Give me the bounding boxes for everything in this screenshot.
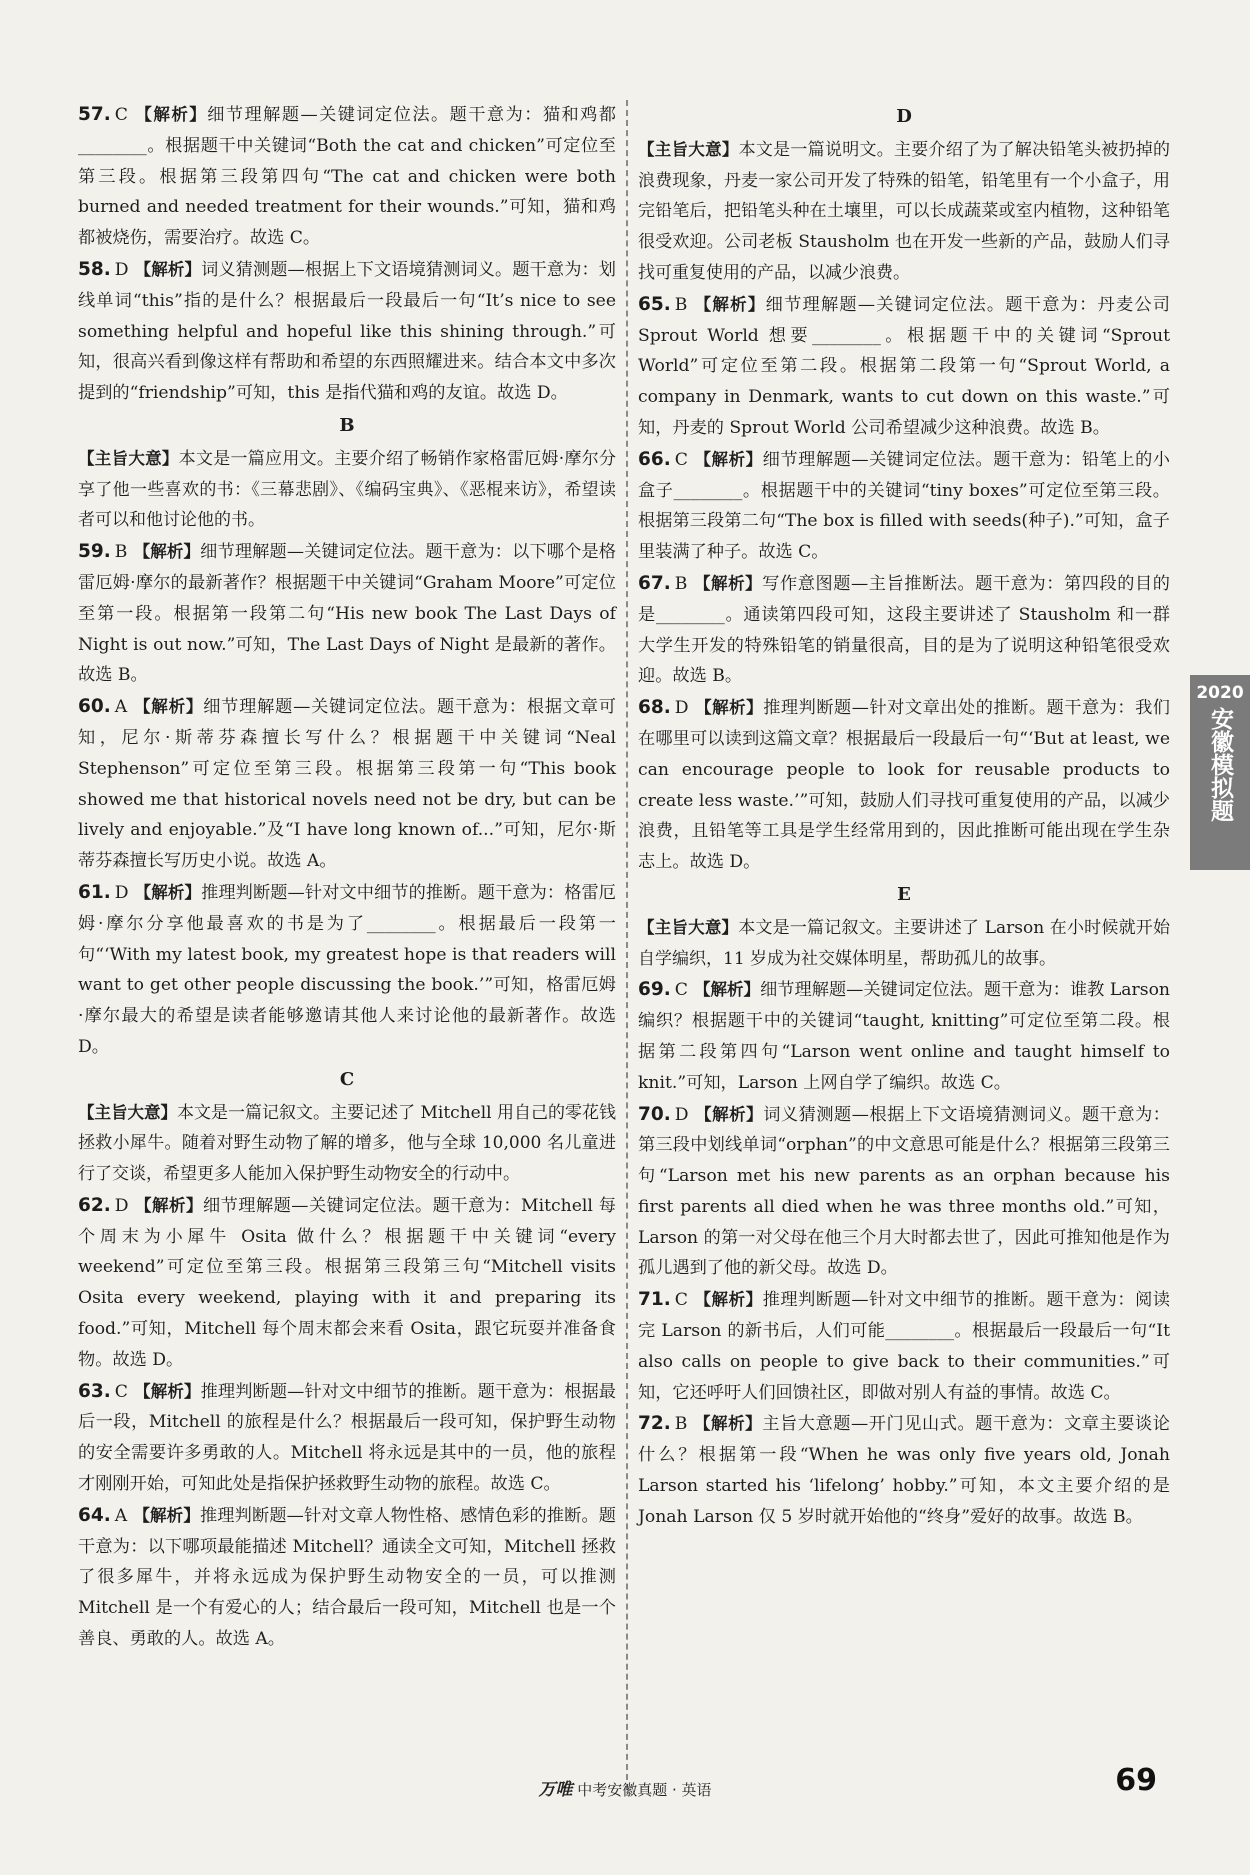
question-number: 68. bbox=[638, 697, 671, 719]
question-number: 72. bbox=[638, 1413, 671, 1435]
analysis-text: 细节理解题—关键词定位法。题干意为：Mitchell 每个周末为小犀牛 Osita 做什么？根据题干中关键词“every weekend”可定位至第三段。根据第三段第三句“Mitchell visits Osita every weekend, playing with it and preparing its food.”可知，Mitchell 每个周末都会来看 Osita，跟它玩耍并准备食物。故选 D。 bbox=[78, 1195, 616, 1370]
main-idea-paragraph bbox=[638, 135, 1170, 289]
question-number: 64. bbox=[78, 1504, 111, 1526]
answer-letter: B bbox=[674, 1414, 688, 1435]
answer-letter: C bbox=[674, 980, 688, 1001]
section-heading: C bbox=[339, 1068, 355, 1090]
answer-item bbox=[78, 255, 616, 409]
answer-letter: D bbox=[114, 882, 129, 903]
answer-letter: C bbox=[114, 1381, 128, 1402]
answer-letter: B bbox=[674, 573, 688, 594]
brand-logo: 万唯 bbox=[538, 1780, 573, 1800]
analysis-text: 推理判断题—针对文章人物性格、感情色彩的推断。题干意为：以下哪项最能描述 Mitchell？通读全文可知，Mitchell 拯救了很多犀牛，并将永远成为保护野生动物安全的一员，可以推测 Mitchell 是一个有爱心的人；结合最后一段可知，Mitchell 也是一个善良、勇敢的人。故选 A。 bbox=[78, 1505, 616, 1650]
main-idea-tag: 【主旨大意】 bbox=[78, 1102, 178, 1122]
main-idea-text: 本文是一篇记叙文。主要记述了 Mitchell 用自己的零花钱拯救小犀牛。随着对野生动物了解的增多，他与全球 10,000 名儿童进行了交谈，希望更多人能加入保护野生动物安全的行动中。 bbox=[78, 1102, 617, 1185]
analysis-text: 推理判断题—针对文中细节的推断。题干意为：格雷厄姆·摩尔分享他最喜欢的书是为了________。根据最后一段第一句“‘With my latest book, my greatest hope is that readers will want to get other people discussing the book.’”可知，格雷厄姆·摩尔最大的希望是读者能够邀请其他人来讨论他的最新著作。故选 D。 bbox=[78, 882, 616, 1057]
answer-item bbox=[78, 537, 616, 691]
section-heading: B bbox=[339, 414, 355, 436]
answer-letter: A bbox=[114, 1505, 128, 1526]
page-number: 69 bbox=[1115, 1763, 1157, 1798]
main-idea-paragraph bbox=[78, 1098, 616, 1190]
side-tab-label: 安徽模拟题 bbox=[1207, 707, 1233, 822]
answer-item bbox=[638, 1409, 1170, 1532]
main-idea-paragraph bbox=[638, 913, 1170, 975]
answer-item bbox=[78, 1501, 616, 1655]
analysis-text: 写作意图题—主旨推断法。题干意为：第四段的目的是________。通读第四段可知，这段主要讲述了 Stausholm 和一群大学生开发的特殊铅笔的销量很高，目的是为了说明这种铅笔很受欢迎。故选 B。 bbox=[638, 573, 1170, 687]
main-idea-tag: 【主旨大意】 bbox=[638, 917, 739, 937]
analysis-text: 细节理解题—关键词定位法。题干意为：铅笔上的小盒子________。根据题干中的关键词“tiny boxes”可定位至第三段。根据第三段第二句“The box is filled with seeds(种子).”可知，盒子里装满了种子。故选 C。 bbox=[638, 449, 1170, 563]
question-number: 67. bbox=[638, 572, 671, 594]
question-number: 71. bbox=[638, 1289, 671, 1311]
answer-item bbox=[78, 692, 616, 877]
answer-item bbox=[638, 1100, 1170, 1285]
answer-letter: C bbox=[674, 1290, 688, 1311]
analysis-text: 词义猜测题—根据上下文语境猜测词义。题干意为：第三段中划线单词“orphan”的中文意思可能是什么？根据第三段第三句“Larson met his new parents as an orphan because his first parents all died when he was three months old.”可知，Larson 的第一对父母在他三个月大时都去世了，因此可推知他是作为孤儿遇到了他的新父母。故选 D。 bbox=[638, 1104, 1170, 1279]
footer-title-line bbox=[0, 1775, 1250, 1800]
analysis-tag: 【解析】 bbox=[133, 697, 204, 717]
answer-item bbox=[78, 1191, 616, 1376]
question-number: 60. bbox=[78, 696, 111, 718]
main-idea-text: 本文是一篇记叙文。主要讲述了 Larson 在小时候就开始自学编织，11 岁成为社交媒体明星，帮助孤儿的故事。 bbox=[638, 917, 1171, 969]
question-number: 66. bbox=[638, 448, 671, 470]
analysis-text: 词义猜测题—根据上下文语境猜测词义。题干意为：划线单词“this”指的是什么？根据最后一段最后一句“It’s nice to see something helpful and hopeful like this shining through.”可知，很高兴看到像这样有帮助和希望的东西照耀进来。结合本文中多次提到的“friendship”可知，this 是指代猫和鸡的友谊。故选 D。 bbox=[78, 259, 616, 404]
analysis-text: 推理判断题—针对文中细节的推断。题干意为：根据最后一段，Mitchell 的旅程是什么？根据最后一段可知，保护野生动物的安全需要许多勇敢的人。Mitchell 将永远是其中的一员，他的旅程才刚刚开始，可知此处是指保护拯救野生动物的旅程。故选 C。 bbox=[78, 1381, 616, 1495]
page-footer bbox=[0, 1763, 1250, 1803]
analysis-tag: 【解析】 bbox=[693, 573, 763, 593]
analysis-tag: 【解析】 bbox=[134, 882, 202, 902]
analysis-text: 细节理解题—关键词定位法。题干意为：以下哪个是格雷厄姆·摩尔的最新著作？根据题干中关键词“Graham Moore”可定位至第一段。根据第一段第二句“His new book The Last Days of Night is out now.”可知，The Last Days of Night 是最新的著作。故选 B。 bbox=[78, 542, 616, 686]
analysis-text: 推理判断题—针对文中细节的推断。题干意为：阅读完 Larson 的新书后，人们可能________。根据最后一段最后一句“It also calls on people to give back to their communities.”可知，它还呼吁人们回馈社区，即做对别人有益的事情。故选 C。 bbox=[638, 1290, 1170, 1403]
analysis-tag: 【解析】 bbox=[693, 980, 761, 1000]
analysis-tag: 【解析】 bbox=[133, 542, 201, 562]
question-number: 61. bbox=[78, 881, 111, 903]
answer-letter: C bbox=[114, 105, 128, 125]
question-number: 62. bbox=[78, 1194, 111, 1216]
left-column bbox=[78, 100, 616, 1656]
answer-item bbox=[638, 569, 1170, 692]
answer-letter: C bbox=[674, 449, 688, 470]
analysis-text: 细节理解题—关键词定位法。题干意为：猫和鸡都________。根据题干中关键词“Both the cat and chicken”可定位至第三段。根据第三段第四句“The cat and chicken were both burned and needed treatment for their wounds.”可知，猫和鸡都被烧伤，需要治疗。故选 C。 bbox=[78, 105, 616, 249]
question-number: 69. bbox=[638, 979, 671, 1001]
answer-letter: D bbox=[674, 1104, 689, 1125]
question-number: 70. bbox=[638, 1103, 671, 1125]
answer-letter: D bbox=[674, 698, 689, 719]
analysis-tag: 【解析】 bbox=[693, 1414, 763, 1434]
analysis-text: 推理判断题—针对文章出处的推断。题干意为：我们在哪里可以读到这篇文章？根据最后一段最后一句“‘But at least, we can encourage people to look for reusable products to create less waste.’”可知，鼓励人们寻找可重复使用的产品，以减少浪费，且铅笔等工具是学生经常用到的，因此推断可能出现在学生杂志上。故选 D。 bbox=[638, 698, 1170, 873]
answer-letter: B bbox=[674, 294, 688, 315]
main-idea-text: 本文是一篇说明文。主要介绍了为了解决铅笔头被扔掉的浪费现象，丹麦一家公司开发了特殊的铅笔，铅笔里有一个小盒子，用完铅笔后，把铅笔头种在土壤里，可以长成蔬菜或室内植物，这种铅笔很受欢迎。公司老板 Stausholm 也在开发一些新的产品，鼓励人们寻找可重复使用的产品，以减少浪费。 bbox=[638, 139, 1171, 283]
analysis-text: 细节理解题—关键词定位法。题干意为：根据文章可知，尼尔·斯蒂芬森擅长写什么？根据题干中关键词“Neal Stephenson”可定位至第三段。根据第三段第一句“This book showed me that historical novels need not be dry, but can be lively and enjoyable.”及“I have long known of...”可知，尼尔·斯蒂芬森擅长写历史小说。故选 A。 bbox=[78, 697, 616, 872]
question-number: 63. bbox=[78, 1380, 111, 1402]
answer-item bbox=[638, 445, 1170, 568]
answer-item bbox=[78, 1377, 616, 1500]
answer-item bbox=[638, 975, 1170, 1098]
analysis-tag: 【解析】 bbox=[694, 698, 764, 718]
analysis-tag: 【解析】 bbox=[133, 1381, 201, 1401]
answer-letter: A bbox=[114, 697, 128, 718]
side-section-tab bbox=[1190, 675, 1250, 870]
answer-item bbox=[638, 1285, 1170, 1408]
answer-item bbox=[78, 878, 616, 1063]
answer-letter: D bbox=[114, 259, 129, 280]
answer-item bbox=[638, 290, 1170, 444]
question-number: 57. bbox=[78, 104, 111, 125]
question-number: 58. bbox=[78, 258, 111, 280]
question-number: 59. bbox=[78, 541, 111, 563]
analysis-text: 细节理解题—关键词定位法。题干意为：丹麦公司 Sprout World 想要________。根据题干中的关键词“Sprout World”可定位至第二段。根据第二段第一句“Sprout World, a company in Denmark, wants to cut down on this waste.”可知，丹麦的 Sprout World 公司希望减少这种浪费。故选 B。 bbox=[638, 294, 1170, 438]
analysis-tag: 【解析】 bbox=[133, 105, 208, 124]
side-tab-year: 2020 bbox=[1196, 683, 1244, 703]
analysis-tag: 【解析】 bbox=[693, 449, 763, 469]
analysis-text: 细节理解题—关键词定位法。题干意为：谁教 Larson 编织？根据题干中的关键词“taught, knitting”可定位至第二段。根据第二段第四句“Larson went online and taught himself to knit.”可知，Larson 上网自学了编织。故选 C。 bbox=[638, 980, 1170, 1093]
right-column bbox=[638, 100, 1170, 1534]
footer-title: 中考安徽真题 · 英语 bbox=[577, 1781, 712, 1799]
main-idea-tag: 【主旨大意】 bbox=[78, 448, 179, 468]
column-divider bbox=[626, 100, 628, 1790]
analysis-tag: 【解析】 bbox=[693, 294, 766, 314]
answer-letter: D bbox=[114, 1195, 129, 1216]
analysis-tag: 【解析】 bbox=[694, 1104, 764, 1124]
analysis-tag: 【解析】 bbox=[693, 1290, 763, 1310]
analysis-text: 主旨大意题—开门见山式。题干意为：文章主要谈论什么？根据第一段“When he was only five years old, Jonah Larson started his ‘lifelong’ hobby.”可知，本文主要介绍的是 Jonah Larson 仅 5 岁时就开始他的“终身”爱好的故事。故选 B。 bbox=[638, 1414, 1170, 1527]
answer-letter: B bbox=[114, 542, 128, 563]
analysis-tag: 【解析】 bbox=[133, 1505, 200, 1525]
main-idea-paragraph bbox=[78, 444, 616, 536]
main-idea-text: 本文是一篇应用文。主要介绍了畅销作家格雷厄姆·摩尔分享了他一些喜欢的书：《三幕悲剧》、《编码宝典》、《恶棍来访》，希望读者可以和他讨论他的书。 bbox=[78, 448, 617, 531]
answer-item bbox=[638, 693, 1170, 878]
section-heading: E bbox=[897, 883, 911, 905]
analysis-tag: 【解析】 bbox=[134, 259, 202, 279]
analysis-tag: 【解析】 bbox=[134, 1195, 203, 1215]
answer-item bbox=[78, 100, 616, 254]
main-idea-tag: 【主旨大意】 bbox=[638, 139, 739, 159]
section-heading: D bbox=[896, 106, 912, 127]
question-number: 65. bbox=[638, 293, 671, 315]
